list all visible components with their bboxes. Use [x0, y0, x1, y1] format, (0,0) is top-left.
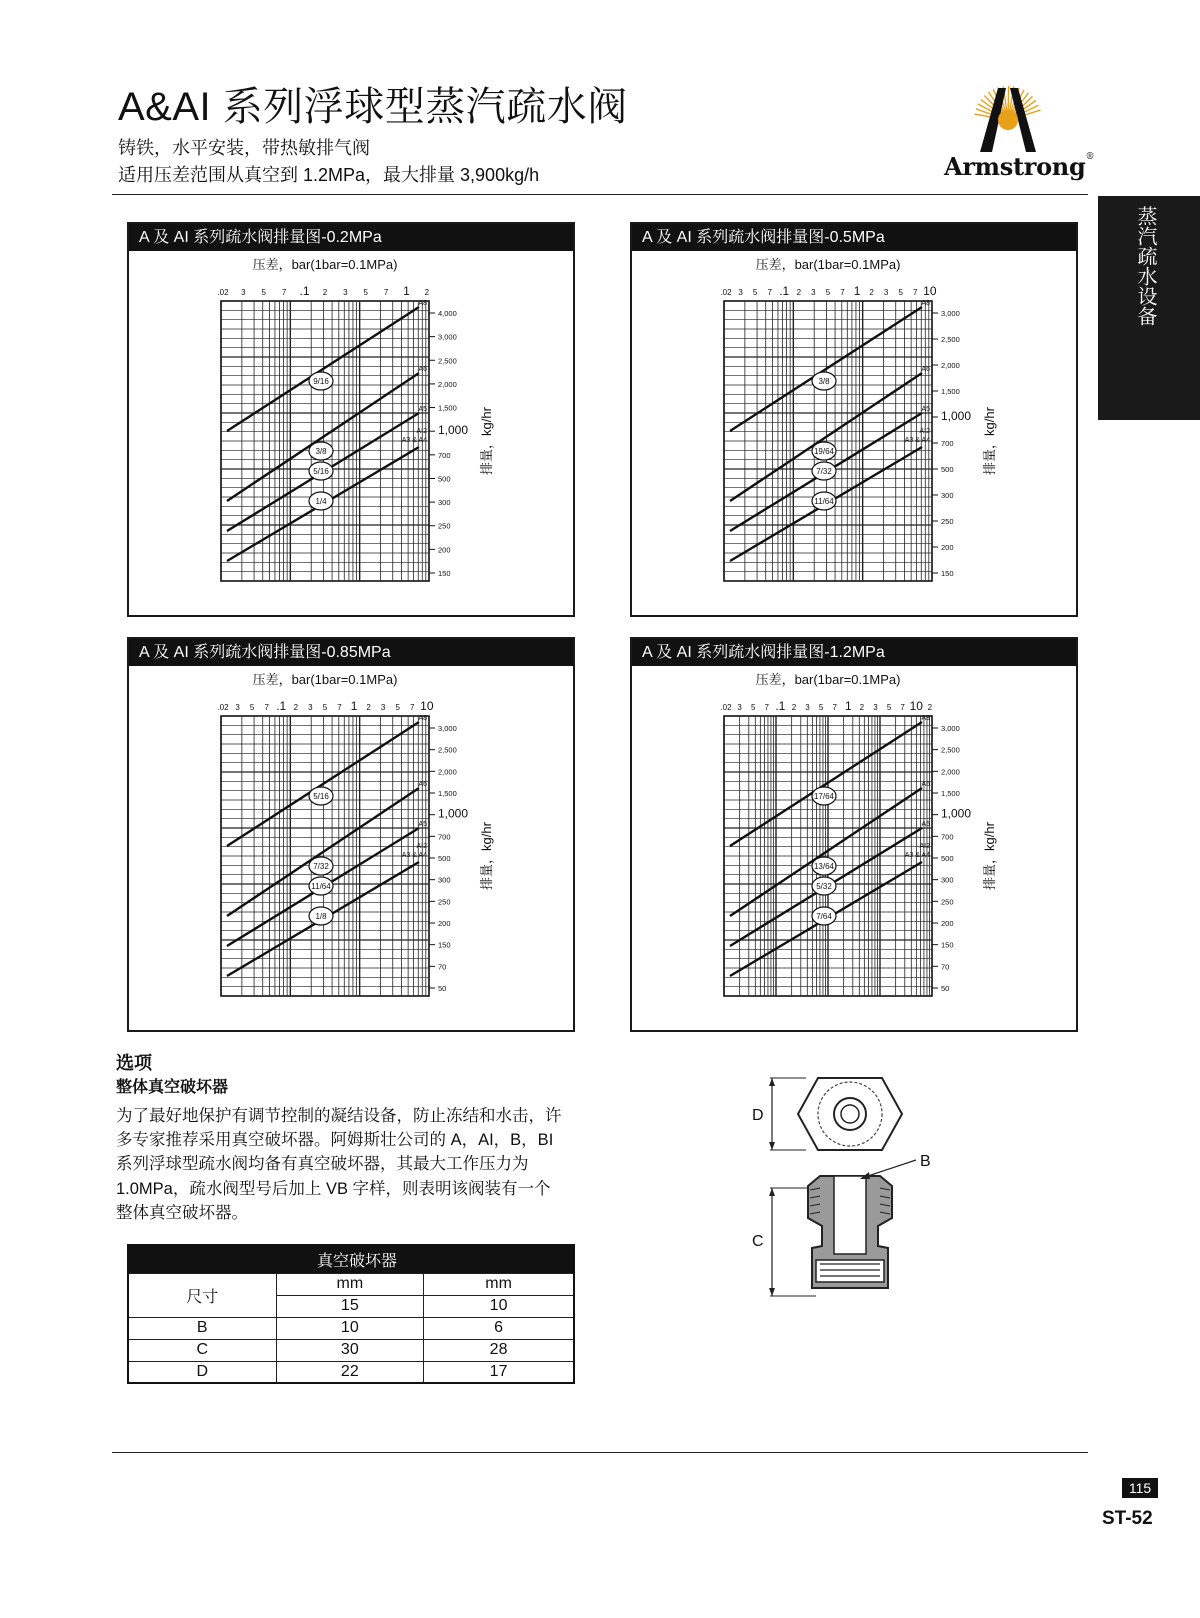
chart-y-tick-label: 500 [941, 854, 954, 863]
chart-y-tick-label: 3,000 [941, 309, 960, 318]
chart-orifice-label: 1/4 [315, 497, 327, 506]
table-row [128, 1317, 574, 1339]
chart-y-tick-label: 50 [438, 984, 447, 993]
chart-model-label: A5 [921, 821, 930, 828]
chart-x-tick-label: .02 [217, 288, 229, 297]
chart-x-tick-label: 7 [913, 288, 918, 297]
chart-model-label: A6 [921, 366, 930, 373]
chart-x-axis-label: 压差，bar(1bar=0.1MPa) [755, 257, 901, 272]
chart-x-axis-label: 压差，bar(1bar=0.1MPa) [252, 257, 398, 272]
chart-y-tick-label: 1,000 [438, 423, 469, 438]
page-number-badge: 115 [1122, 1478, 1158, 1498]
chart-y-tick-label: 250 [438, 897, 451, 907]
chart-x-tick-label: .1 [276, 699, 287, 713]
chart-y-tick-label: 200 [941, 919, 954, 928]
chart-x-tick-label: 5 [249, 703, 255, 712]
chart-y-tick-label: 3,000 [438, 332, 457, 342]
chart-panel-1-2mpa [630, 637, 1078, 1032]
options-heading: 选项 [116, 1053, 152, 1073]
chart-panel-0-5mpa [630, 222, 1078, 617]
chart-y-tick-label: 700 [941, 439, 954, 448]
chart-model-label: A5 [418, 406, 427, 413]
chart-x-tick-label: 5 [898, 288, 903, 297]
capacity-chart [129, 251, 573, 615]
chart-x-tick-label: 3 [343, 288, 348, 297]
chart-orifice-label: 3/8 [818, 377, 830, 386]
chart-orifice-label: 1/8 [315, 912, 327, 921]
chart-y-tick-label: 150 [438, 569, 451, 578]
chart-y-tick-label: 300 [941, 875, 954, 885]
chart-y-axis-label: 排量，kg/hr [479, 822, 494, 890]
options-text-line: 整体真空破坏器。 [116, 1204, 248, 1222]
chart-model-label: A5 [418, 821, 427, 828]
chart-model-label: AI2 [919, 428, 930, 435]
chart-x-tick-label: 3 [308, 703, 313, 712]
chart-panel-title: A 及 AI 系列疏水阀排量图-0.5MPa [632, 224, 1076, 251]
chart-model-label: A3 & A4 [904, 437, 930, 444]
chart-orifice-label: 13/64 [813, 862, 835, 871]
chart-y-axis-label: 排量，kg/hr [982, 822, 997, 890]
chart-x-tick-label: 2 [869, 288, 874, 297]
chart-model-label: AI2 [416, 843, 427, 850]
chart-x-tick-label: 5 [818, 703, 824, 712]
chart-y-tick-label: 2,000 [941, 767, 960, 777]
vacuum-breaker-table [127, 1244, 575, 1384]
chart-x-tick-label: 5 [322, 703, 328, 712]
chart-y-tick-label: 300 [438, 498, 451, 508]
chart-y-tick-label: 150 [941, 940, 954, 950]
chart-x-tick-label: .02 [720, 288, 732, 297]
chart-x-tick-label: .1 [779, 284, 790, 298]
chart-y-tick-label: 3,000 [438, 724, 457, 733]
chart-y-tick-label: 500 [438, 474, 451, 484]
chart-model-label: A8 [921, 715, 930, 722]
chart-orifice-label: 7/64 [816, 912, 832, 921]
chart-x-tick-label: 2 [796, 288, 802, 297]
chart-x-tick-label: 5 [825, 288, 831, 297]
size-label-cell: 尺寸 [128, 1273, 276, 1317]
capacity-chart [632, 251, 1076, 615]
chart-x-tick-label: 1 [844, 699, 852, 713]
chart-orifice-label: 7/32 [313, 862, 329, 871]
chart-x-tick-label: 2 [791, 703, 797, 712]
chart-x-tick-label: .1 [775, 699, 786, 713]
chart-x-tick-label: 7 [900, 703, 905, 712]
page-subtitle-2: 适用压差范围从真空到 1.2MPa，最大排量 3,900kg/h [118, 165, 540, 185]
chart-x-tick-label: 5 [395, 703, 400, 712]
chart-model-label: AI2 [919, 843, 930, 850]
chart-x-tick-label: 10 [923, 284, 937, 298]
chart-y-tick-label: 2,500 [941, 335, 960, 344]
chart-orifice-label: 11/64 [311, 882, 331, 891]
chart-model-label: A8 [418, 715, 427, 722]
chart-y-tick-label: 1,500 [438, 403, 457, 413]
chart-model-label: A5 [921, 406, 930, 413]
chart-orifice-label: 11/64 [814, 497, 834, 506]
chart-y-axis-label: 排量，kg/hr [479, 407, 494, 475]
capacity-chart [129, 666, 573, 1030]
chart-orifice-label: 19/64 [813, 447, 835, 456]
chart-y-tick-label: 1,500 [941, 387, 960, 396]
chart-orifice-label: 5/16 [313, 792, 329, 801]
vacuum-breaker-drawing [752, 1068, 950, 1318]
table-row [128, 1339, 574, 1361]
unit-cell: mm [424, 1273, 574, 1295]
chart-panel-title: A 及 AI 系列疏水阀排量图-1.2MPa [632, 639, 1076, 666]
chart-y-tick-label: 2,500 [941, 745, 960, 755]
chart-y-tick-label: 2,000 [941, 361, 960, 370]
dimension-label-c: C [752, 1233, 764, 1250]
chart-model-label: A8 [418, 300, 427, 307]
chart-y-tick-label: 2,500 [438, 356, 457, 366]
chart-model-label: A3 & A4 [401, 437, 427, 444]
chart-x-tick-label: 7 [337, 703, 342, 712]
chart-model-label: A6 [418, 781, 427, 788]
chart-model-label: A6 [921, 781, 930, 788]
chart-x-tick-label: 7 [840, 288, 845, 297]
chart-orifice-label: 9/16 [313, 377, 329, 386]
chart-series-line [227, 788, 419, 916]
chart-y-tick-label: 70 [941, 962, 950, 972]
row-label-cell: B [128, 1317, 276, 1339]
chart-panel-0-2mpa [127, 222, 575, 617]
chart-orifice-label: 5/32 [816, 882, 832, 891]
page-subtitle-1: 铸铁，水平安装，带热敏排气阀 [118, 138, 370, 158]
chart-y-tick-label: 70 [438, 962, 447, 972]
chart-model-label: AI2 [416, 428, 427, 435]
chart-x-tick-label: 7 [410, 703, 415, 712]
table-title-row [128, 1245, 574, 1273]
chart-y-tick-label: 150 [941, 569, 954, 578]
chart-x-tick-label: 7 [281, 288, 287, 297]
chart-x-tick-label: 5 [752, 288, 758, 297]
chart-y-tick-label: 200 [438, 545, 451, 555]
dimension-label-b: B [920, 1153, 931, 1170]
chart-y-tick-label: 250 [941, 897, 954, 907]
chart-x-tick-label: 1 [853, 284, 861, 298]
chart-x-tick-label: .1 [299, 284, 310, 298]
table-cell: 15 [276, 1295, 424, 1317]
chart-panel-0-85mpa [127, 637, 575, 1032]
chart-y-tick-label: 500 [941, 465, 954, 474]
chart-panel-title: A 及 AI 系列疏水阀排量图-0.85MPa [129, 639, 573, 666]
chart-y-tick-label: 700 [438, 450, 451, 460]
side-tab-label: 蒸汽疏水设备 [1134, 206, 1156, 326]
table-cell: 28 [424, 1339, 574, 1361]
chart-y-tick-label: 2,000 [438, 379, 457, 389]
chart-y-tick-label: 300 [941, 491, 954, 500]
chart-y-tick-label: 3,000 [941, 724, 960, 733]
header-divider [112, 194, 1088, 195]
chart-x-tick-label: 3 [805, 703, 810, 712]
chart-x-tick-label: 7 [764, 703, 769, 712]
options-text-line: 系列浮球型疏水阀均备有真空破坏器，其最大工作压力为 [116, 1155, 529, 1173]
chart-orifice-label: 17/64 [813, 792, 835, 801]
chart-x-tick-label: 3 [873, 703, 878, 712]
chart-x-tick-label: 7 [767, 288, 772, 297]
chart-x-tick-label: 3 [737, 703, 742, 712]
chart-x-tick-label: 1 [350, 699, 358, 713]
chart-model-label: A3 & A4 [904, 852, 930, 859]
armstrong-wordmark: Armstrong® [944, 152, 1095, 181]
chart-y-tick-label: 300 [438, 875, 451, 885]
chart-y-tick-label: 1,500 [438, 789, 457, 798]
footer-divider [112, 1452, 1088, 1453]
chart-y-tick-label: 250 [941, 517, 954, 526]
chart-y-tick-label: 1,500 [941, 789, 960, 798]
chart-x-tick-label: 3 [811, 288, 816, 297]
chart-x-tick-label: .02 [720, 703, 732, 712]
table-cell: 22 [276, 1361, 424, 1383]
chart-x-tick-label: 5 [886, 703, 892, 712]
chart-panel-title: A 及 AI 系列疏水阀排量图-0.2MPa [129, 224, 573, 251]
chart-model-label: A3 & A4 [401, 852, 427, 859]
table-title: 真空破坏器 [128, 1245, 574, 1273]
chart-y-axis-label: 排量，kg/hr [982, 407, 997, 475]
chart-y-tick-label: 2,500 [438, 745, 457, 755]
chart-x-tick-label: 7 [383, 288, 389, 297]
chart-model-label: A6 [418, 366, 427, 373]
chart-series-line [730, 373, 922, 501]
chart-y-tick-label: 250 [438, 521, 451, 531]
chart-y-tick-label: 200 [438, 919, 451, 928]
table-row [128, 1361, 574, 1383]
chart-y-tick-label: 150 [438, 940, 451, 950]
options-text-line: 多专家推荐采用真空破坏器。阿姆斯壮公司的 A，AI，B，BI [116, 1131, 554, 1149]
unit-cell: mm [276, 1273, 424, 1295]
chart-y-tick-label: 1,000 [438, 806, 469, 821]
chart-x-tick-label: 2 [293, 703, 299, 712]
capacity-chart [632, 666, 1076, 1030]
chart-x-tick-label: 3 [235, 703, 240, 712]
table-row [128, 1273, 574, 1295]
row-label-cell: D [128, 1361, 276, 1383]
chart-x-tick-label: 2 [927, 703, 933, 712]
table-cell: 30 [276, 1339, 424, 1361]
chart-x-tick-label: 3 [380, 703, 386, 712]
chart-y-tick-label: 2,000 [438, 767, 457, 777]
chart-y-tick-label: 4,000 [438, 309, 457, 318]
chart-x-tick-label: 1 [403, 284, 410, 298]
chart-y-tick-label: 1,000 [941, 409, 972, 423]
chart-x-tick-label: 7 [264, 703, 269, 712]
chart-x-axis-label: 压差，bar(1bar=0.1MPa) [755, 672, 901, 687]
chart-x-tick-label: .02 [217, 703, 229, 712]
chart-x-tick-label: 3 [241, 288, 246, 297]
chart-orifice-label: 7/32 [816, 467, 832, 476]
chart-x-tick-label: 7 [832, 703, 837, 712]
chart-x-axis-label: 压差，bar(1bar=0.1MPa) [252, 672, 398, 687]
dimension-label-d: D [752, 1107, 764, 1124]
chart-y-tick-label: 700 [941, 832, 954, 842]
chart-x-tick-label: 5 [750, 703, 756, 712]
chart-y-tick-label: 500 [438, 854, 451, 863]
chart-y-tick-label: 50 [941, 984, 950, 993]
options-text-line: 为了最好地保护有调节控制的凝结设备，防止冻结和水击，许 [116, 1107, 562, 1125]
page-title: A&AI 系列浮球型蒸汽疏水阀 [118, 85, 628, 129]
side-section-tab [1098, 196, 1200, 420]
chart-series-line [227, 373, 419, 501]
table-cell: 10 [424, 1295, 574, 1317]
chart-x-tick-label: 3 [738, 288, 743, 297]
table-cell: 6 [424, 1317, 574, 1339]
chart-x-tick-label: 5 [363, 288, 368, 297]
chart-y-tick-label: 200 [941, 543, 954, 552]
chart-orifice-label: 3/8 [315, 447, 327, 456]
chart-x-tick-label: 2 [366, 703, 371, 712]
vacuum-breaker-heading: 整体真空破坏器 [116, 1079, 229, 1096]
page-code: ST-52 [1102, 1508, 1153, 1529]
chart-x-tick-label: 10 [909, 699, 923, 713]
chart-y-tick-label: 700 [438, 832, 451, 842]
table-cell: 17 [424, 1361, 574, 1383]
row-label-cell: C [128, 1339, 276, 1361]
chart-x-tick-label: 2 [859, 703, 865, 712]
chart-x-tick-label: 5 [261, 288, 266, 297]
chart-x-tick-label: 2 [322, 288, 328, 297]
chart-y-tick-label: 1,000 [941, 806, 972, 821]
chart-x-tick-label: 10 [420, 699, 434, 713]
chart-orifice-label: 5/16 [313, 467, 329, 476]
chart-x-tick-label: 2 [424, 288, 430, 297]
chart-x-tick-label: 3 [883, 288, 889, 297]
table-cell: 10 [276, 1317, 424, 1339]
chart-model-label: A8 [921, 300, 930, 307]
options-text-line: 1.0MPa，疏水阀型号后加上 VB 字样，则表明该阀装有一个 [116, 1180, 551, 1198]
